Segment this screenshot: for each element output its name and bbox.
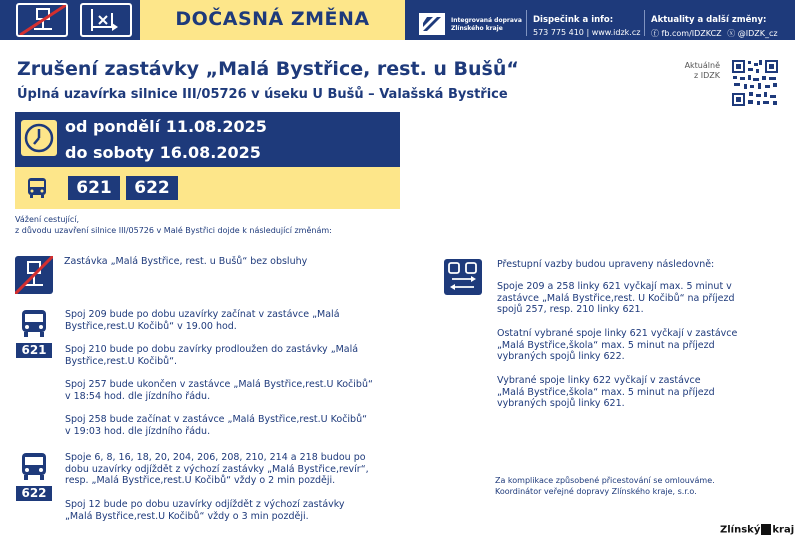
zlin-region-logo: Zlínský kraj xyxy=(720,524,795,536)
transfer-icon xyxy=(444,259,482,295)
facebook-link[interactable]: fb.com/IDZKCZ xyxy=(661,29,722,38)
qr-code[interactable] xyxy=(731,59,779,107)
x-link[interactable]: @IDZK_cz xyxy=(737,29,778,38)
line-badge-622[interactable]: 622 xyxy=(126,176,178,200)
bus-icon xyxy=(17,309,51,339)
dispatch-phone[interactable]: 573 775 410 xyxy=(533,28,584,37)
line621-item-1: Spoj 209 bude po dobu uzavírky začínat v zastávce „Malá Bystřice,rest.U Kočibů“ v 19.00 hod. xyxy=(65,309,340,332)
bus-icon xyxy=(17,452,51,482)
line-badge-621: 621 xyxy=(16,343,52,358)
line621-item-4: Spoj 258 bude začínat v zastávce „Malá Bystřice,rest.U Kočibů“ v 19:03 hod. dle jízdního řádu. xyxy=(65,414,368,437)
ids-logo-icon xyxy=(419,13,445,35)
intro-text: Vážení cestující, z důvodu uzavření silnice III/05726 v Malé Bystřici dojde k následující změnám: xyxy=(15,215,332,235)
transfer-item-3: Vybrané spoje linky 622 vyčkají v zastávce „Malá Bystřice,škola“ max. 5 minut na příjezd vybraných spojů linky 621. xyxy=(497,375,715,409)
facebook-icon: ⓕ xyxy=(651,29,659,38)
line-badge-622: 622 xyxy=(16,486,52,501)
line621-item-2: Spoj 210 bude po dobu zavírky prodloužen do zastávky „Malá Bystřice,rest.U Kočibů“. xyxy=(65,344,359,367)
header-icon-strip xyxy=(0,0,140,40)
line-badge-621[interactable]: 621 xyxy=(68,176,120,200)
header-divider xyxy=(526,10,527,36)
stop-notice: Zastávka „Malá Bystřice, rest. u Bušů“ bez obsluhy xyxy=(64,256,308,267)
header-title-bar xyxy=(140,0,405,40)
stop-cancelled-icon xyxy=(16,3,68,37)
news-label: Aktuality a další změny: xyxy=(651,15,767,25)
logo-square-icon xyxy=(761,524,771,535)
bus-icon xyxy=(25,176,49,200)
transfer-item-1: Spoje 209 a 258 linky 621 vyčkají max. 5 minut v zastávce „Malá Bystřice,rest. U Kočibů“ na příjezd spojů 257, resp. 210 linky 621. xyxy=(497,281,735,315)
header-info-bar xyxy=(405,0,795,40)
dispatch-web-link[interactable]: www.idzk.cz xyxy=(591,28,641,37)
page-subtitle: Úplná uzavírka silnice III/05726 v úseku U Bušů – Valašská Bystřice xyxy=(17,87,508,102)
dispatch-label: Dispečink a info: xyxy=(533,15,614,25)
header-divider xyxy=(644,10,645,36)
line622-item-1: Spoje 6, 8, 16, 18, 20, 204, 206, 208, 210, 214 a 218 budou po dobu uzavírky odjíždět z výchozí zastávky „Malá Bystřice,revír“, resp. „Malá Bystřice,rest.U Kočibů“ vždy o 2 min později. xyxy=(65,452,369,486)
dispatch-contact: 573 775 410 | www.idzk.cz xyxy=(533,28,641,37)
x-icon: ⓧ xyxy=(727,29,736,38)
apology-text: Za komplikace způsobené přicestování se omlouváme. Koordinátor veřejné dopravy Zlínského kraje, s.r.o. xyxy=(495,476,715,496)
line622-item-2: Spoj 12 bude po dobu uzavírky odjíždět z výchozí zastávky „Malá Bystřice,rest.U Kočibů“ vždy o 3 min později. xyxy=(65,499,345,522)
affected-lines-box xyxy=(15,167,400,209)
social-links xyxy=(651,28,778,39)
page-title: Zrušení zastávky „Malá Bystřice, rest. u Bušů“ xyxy=(17,58,519,80)
notice-type-title: DOČASNÁ ZMĚNA xyxy=(175,8,370,30)
transfer-item-2: Ostatní vybrané spoje linky 621 vyčkají v zastávce „Malá Bystřice,škola“ max. 5 minut na příjezd vybraných spojů linky 622. xyxy=(497,328,738,362)
ids-name: Integrovaná doprava Zlínského kraje xyxy=(451,17,522,32)
validity-box xyxy=(15,112,400,167)
detour-icon xyxy=(80,3,132,37)
line621-item-3: Spoj 257 bude ukončen v zastávce „Malá Bystřice,rest.U Kočibů“ v 18:54 hod. dle jízdního řádu. xyxy=(65,379,373,402)
clock-icon xyxy=(21,120,57,156)
transfers-heading: Přestupní vazby budou upraveny následovně: xyxy=(497,259,715,270)
stop-cancelled-icon xyxy=(15,256,53,294)
date-to: do soboty 16.08.2025 xyxy=(65,143,261,162)
qr-label: Aktuálně z IDZK xyxy=(684,61,720,80)
date-from: od pondělí 11.08.2025 xyxy=(65,117,267,136)
